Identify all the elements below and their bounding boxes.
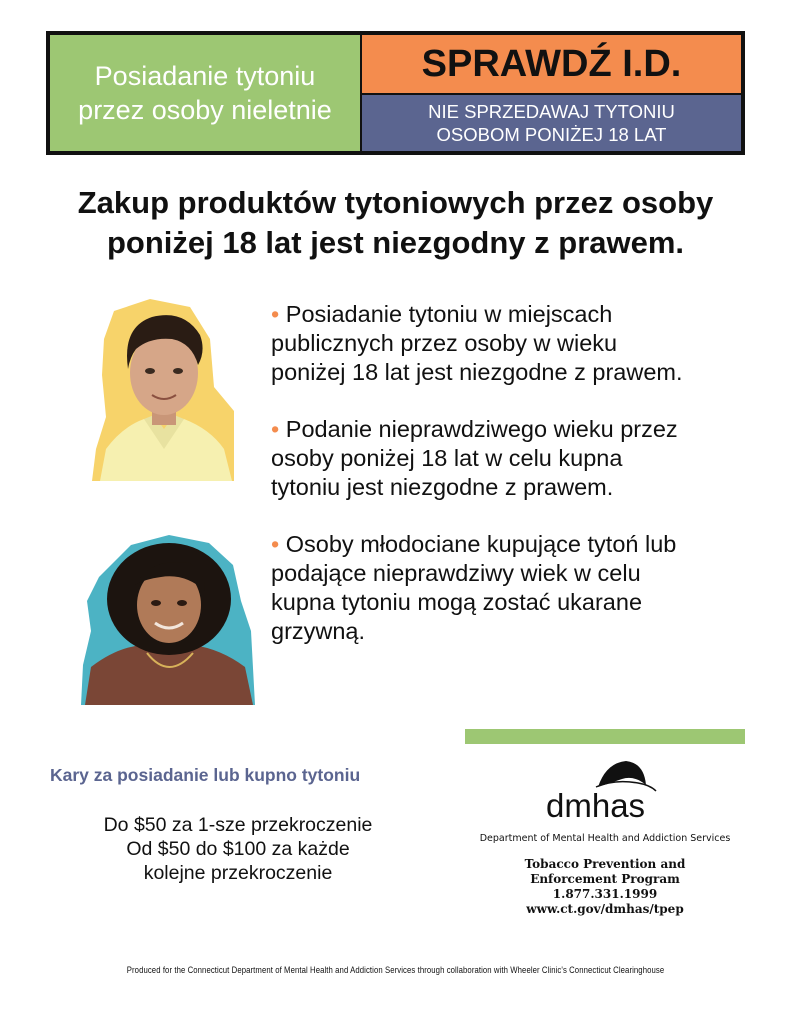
- bullet-dot-icon: •: [271, 531, 280, 557]
- bullet-dot-icon: •: [271, 301, 280, 327]
- bullet-2-line3: tytoniu jest niezgodne z prawem.: [271, 474, 614, 500]
- department-name: Department of Mental Health and Addiction Services: [479, 833, 731, 844]
- program-line1: Tobacco Prevention and: [524, 857, 686, 871]
- program-phone: 1.877.331.1999: [552, 887, 658, 901]
- bullet-3-line3: kupna tytoniu mogą zostać ukarane: [271, 589, 643, 615]
- dmhas-logo-icon: [540, 757, 660, 827]
- penalties-text: [60, 813, 416, 885]
- green-divider: [465, 729, 745, 744]
- penalties-title: Kary za posiadanie lub kupno tytoniu: [50, 765, 361, 785]
- bullet-1-line2: publicznych przez osoby w wieku: [271, 330, 618, 356]
- page-headline: [20, 183, 771, 263]
- header-left-line2: przez osoby nieletnie: [78, 95, 332, 125]
- penalty-line3: kolejne przekroczenie: [143, 862, 333, 884]
- header-left-line1: Posiadanie tytoniu: [94, 61, 316, 91]
- bullet-3-line2: podające nieprawdziwy wiek w celu: [271, 560, 641, 586]
- bullet-dot-icon: •: [271, 416, 280, 442]
- penalty-line2: Od $50 do $100 za każde: [126, 838, 350, 860]
- bullet-3-line4: grzywną.: [271, 618, 366, 644]
- footer-credit: Produced for the Connecticut Department of Mental Health and Addiction Services through collaboration with Wheeler Clinic's Connecticut Clearinghouse: [126, 965, 665, 975]
- header-right-subtitle: [362, 95, 741, 151]
- dmhas-logo-text: dmhas: [546, 787, 646, 824]
- bullet-2-line2: osoby poniżej 18 lat w celu kupna: [271, 445, 623, 471]
- header-check-id-title: SPRAWDŹ I.D.: [362, 35, 741, 93]
- headline-line1: Zakup produktów tytoniowych przez osoby: [77, 185, 714, 220]
- bullet-item: [271, 300, 751, 387]
- bullet-1-line3: poniżej 18 lat jest niezgodne z prawem.: [271, 359, 683, 385]
- bullet-item: [271, 415, 751, 502]
- header-sub-line1: NIE SPRZEDAWAJ TYTONIU: [428, 101, 675, 122]
- bullet-item: [271, 530, 751, 646]
- header-sub-line2: OSOBOM PONIŻEJ 18 LAT: [436, 124, 667, 145]
- bullet-1-line1: Posiadanie tytoniu w miejscach: [285, 301, 613, 327]
- program-line2: Enforcement Program: [530, 872, 680, 886]
- penalty-line1: Do $50 za 1-sze przekroczenie: [103, 814, 373, 836]
- header-banner: [46, 31, 745, 155]
- program-info: [465, 857, 745, 917]
- bullet-2-line1: Podanie nieprawdziwego wieku przez: [285, 416, 678, 442]
- teen-girl-photo: [81, 535, 255, 705]
- teen-boy-photo: [92, 299, 234, 481]
- bullet-3-line1: Osoby młodociane kupujące tytoń lub: [285, 531, 677, 557]
- program-url[interactable]: www.ct.gov/dmhas/tpep: [526, 902, 684, 916]
- bullet-list: [271, 300, 751, 674]
- header-left-panel: [50, 35, 360, 151]
- headline-line2: poniżej 18 lat jest niezgodny z prawem.: [106, 225, 685, 260]
